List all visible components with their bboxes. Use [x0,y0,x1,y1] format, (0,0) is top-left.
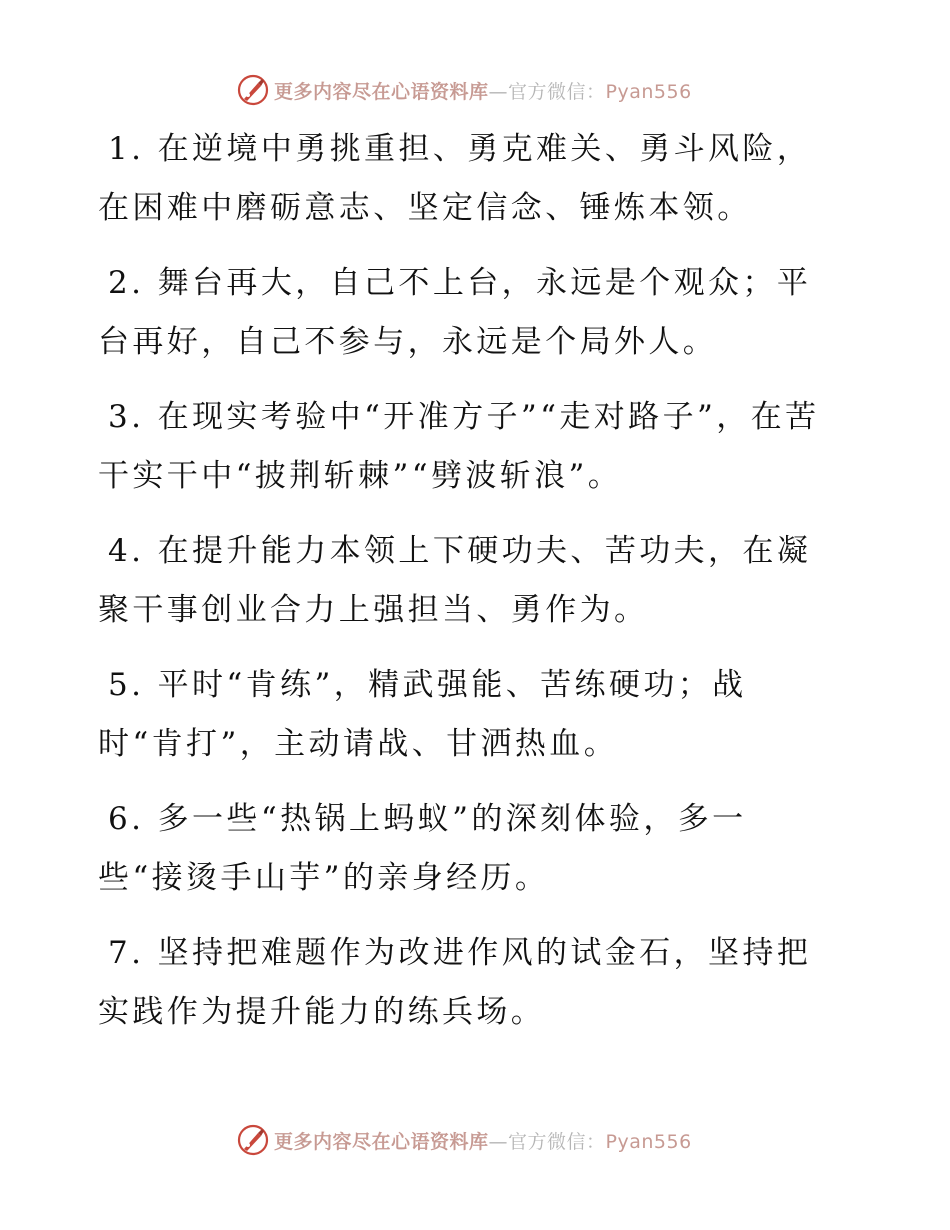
pen-logo-icon [236,73,270,107]
pen-logo-icon [236,1123,270,1157]
main-content [98,120,828,1058]
list-item: 1. 在逆境中勇挑重担、勇克难关、勇斗风险，在困难中磨砺意志、坚定信念、锤炼本领。 [98,131,812,226]
footer-banner [236,1122,692,1158]
list-item: 5. 平时“肯练”，精武强能、苦练硬功；战时“肯打”，主动请战、甘洒热血。 [98,667,747,762]
list-item: 6. 多一些“热锅上蚂蚁”的深刻体验，多一些“接烫手山芋”的亲身经历。 [98,801,747,896]
list-item: 4. 在提升能力本领上下硬功夫、苦功夫，在凝聚干事创业合力上强担当、勇作为。 [98,533,812,628]
banner-text: 更多内容尽在心语资料库—官方微信：Pyan556 [274,1130,692,1153]
banner-text: 更多内容尽在心语资料库—官方微信：Pyan556 [274,80,692,103]
list-item: 3. 在现实考验中“开准方子”“走对路子”，在苦干实干中“披荆斩棘”“劈波斩浪”。 [98,399,820,494]
list-item: 7. 坚持把难题作为改进作风的试金石，坚持把实践作为提升能力的练兵场。 [98,935,812,1030]
header-banner [236,72,692,108]
list-item: 2. 舞台再大，自己不上台，永远是个观众；平台再好，自己不参与，永远是个局外人。 [98,265,812,360]
